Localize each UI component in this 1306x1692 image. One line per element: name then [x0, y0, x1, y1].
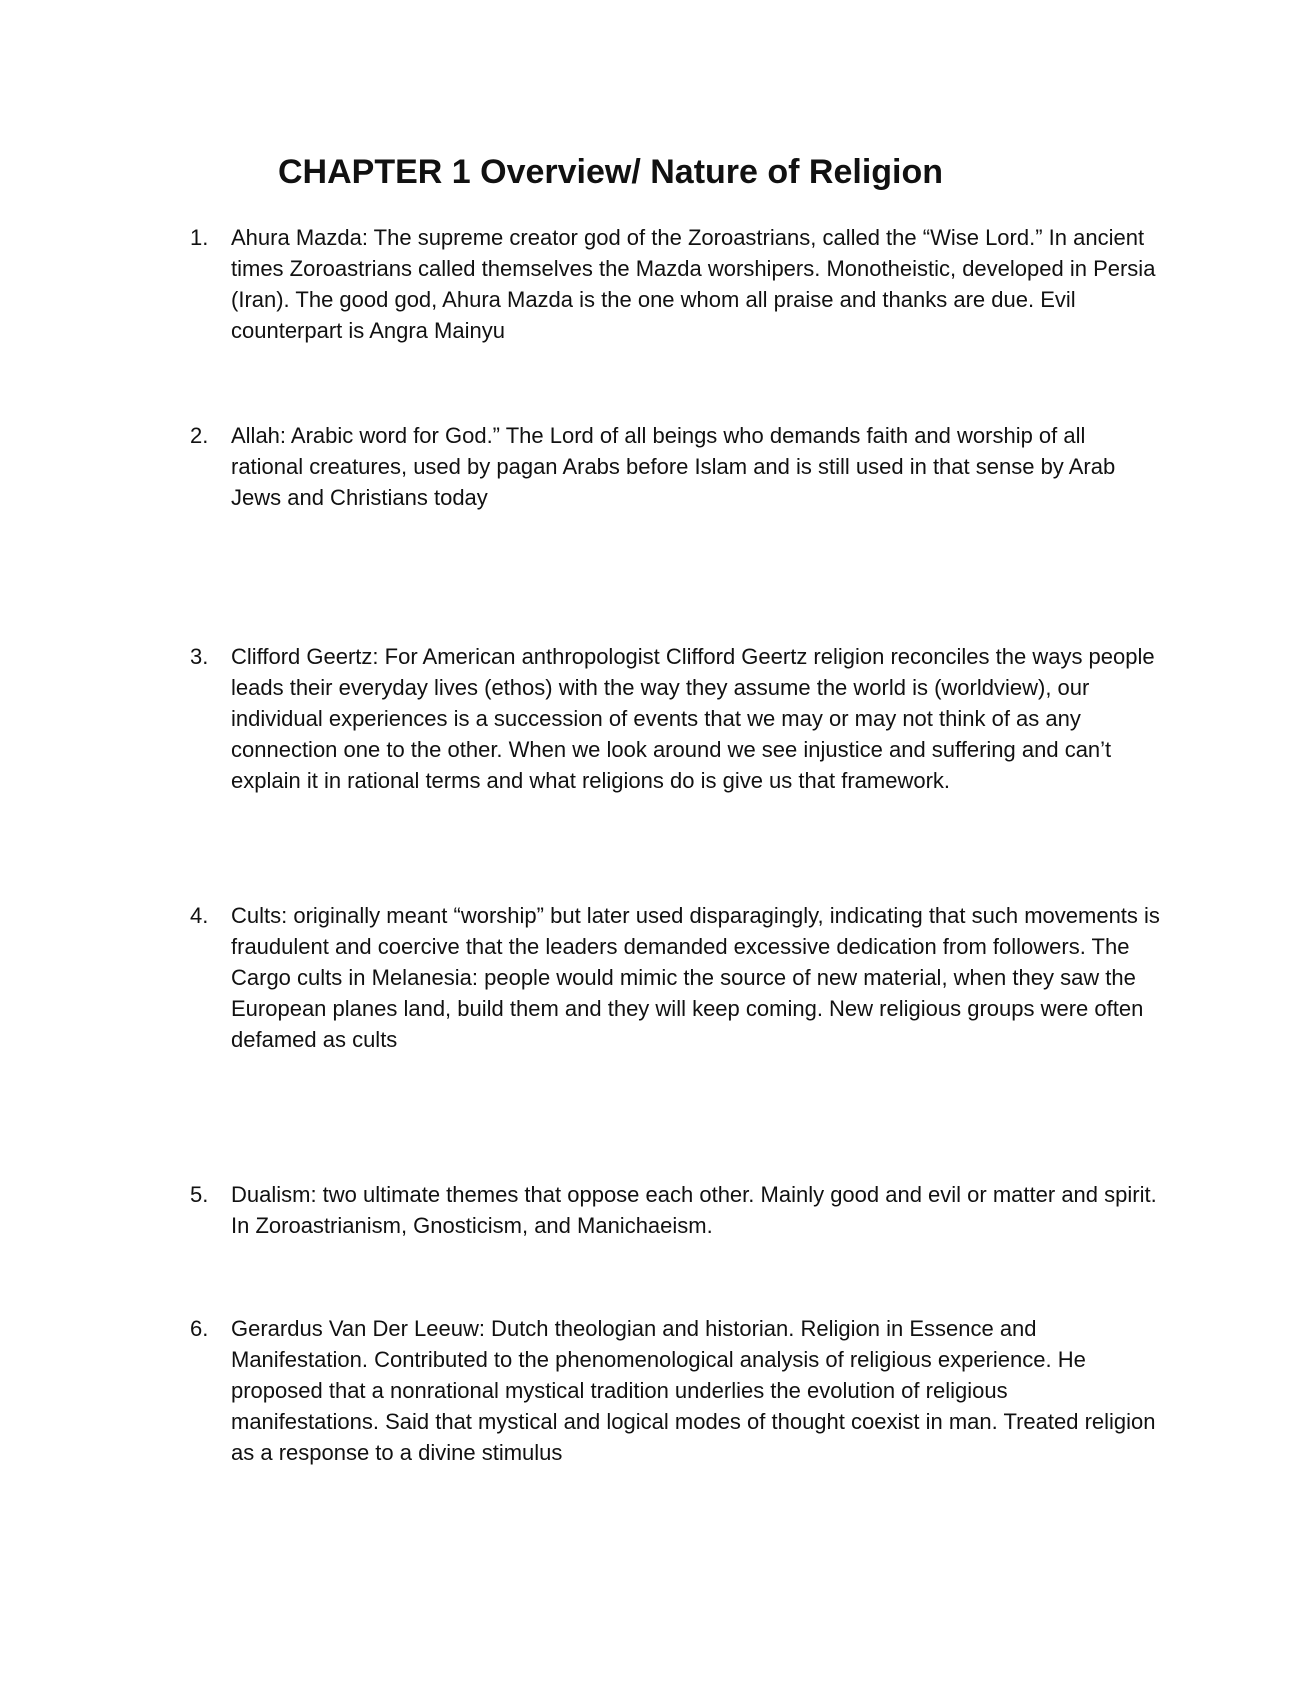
list-item-text: Allah: Arabic word for God.” The Lord of all beings who demands faith and worship of all rational creatures, used by pagan Arabs before Islam and is still used in that sense by Arab Jews and Christians today	[231, 423, 1116, 510]
list-item-number: 6.	[190, 1316, 209, 1341]
list-item-number: 3.	[190, 644, 209, 669]
list-item-text: Cults: originally meant “worship” but later used disparagingly, indicating that such movements is fraudulent and coercive that the leaders demanded excessive dedication from followers. The Cargo cults in Melanesia: people would mimic the source of new material, when they saw the European planes land, build them and they will keep coming. New religious groups were often defamed as cults	[231, 903, 1160, 1052]
list-item-text: Ahura Mazda: The supreme creator god of the Zoroastrians, called the “Wise Lord.” In ancient times Zoroastrians called themselves the Mazda worshipers. Monotheistic, developed in Persia (Iran). The good god, Ahura Mazda is the one whom all praise and thanks are due. Evil counterpart is Angra Mainyu	[231, 225, 1156, 343]
list-item-text: Dualism: two ultimate themes that oppose each other. Mainly good and evil or matter and spirit. In Zoroastrianism, Gnosticism, and Manichaeism.	[231, 1182, 1157, 1238]
list-item-number: 4.	[190, 903, 209, 928]
list-item-number: 2.	[190, 423, 209, 448]
list-item-text: Clifford Geertz: For American anthropologist Clifford Geertz religion reconciles the ways people leads their everyday lives (ethos) with the way they assume the world is (worldview), our individual experiences is a succession of events that we may or may not think of as any connection one to the other. When we look around we see injustice and suffering and can’t explain it in rational terms and what religions do is give us that framework.	[231, 644, 1155, 793]
list-item-text: Gerardus Van Der Leeuw: Dutch theologian and historian. Religion in Essence and Manifestation. Contributed to the phenomenological analysis of religious experience. He proposed that a nonrational mystical tradition underlies the evolution of religious manifestations. Said that mystical and logical modes of thought coexist in man. Treated religion as a response to a divine stimulus	[231, 1316, 1156, 1465]
list-item-number: 1.	[190, 225, 209, 250]
page-title: CHAPTER 1 Overview/ Nature of Religion	[278, 153, 944, 191]
list-item-number: 5.	[190, 1182, 209, 1207]
